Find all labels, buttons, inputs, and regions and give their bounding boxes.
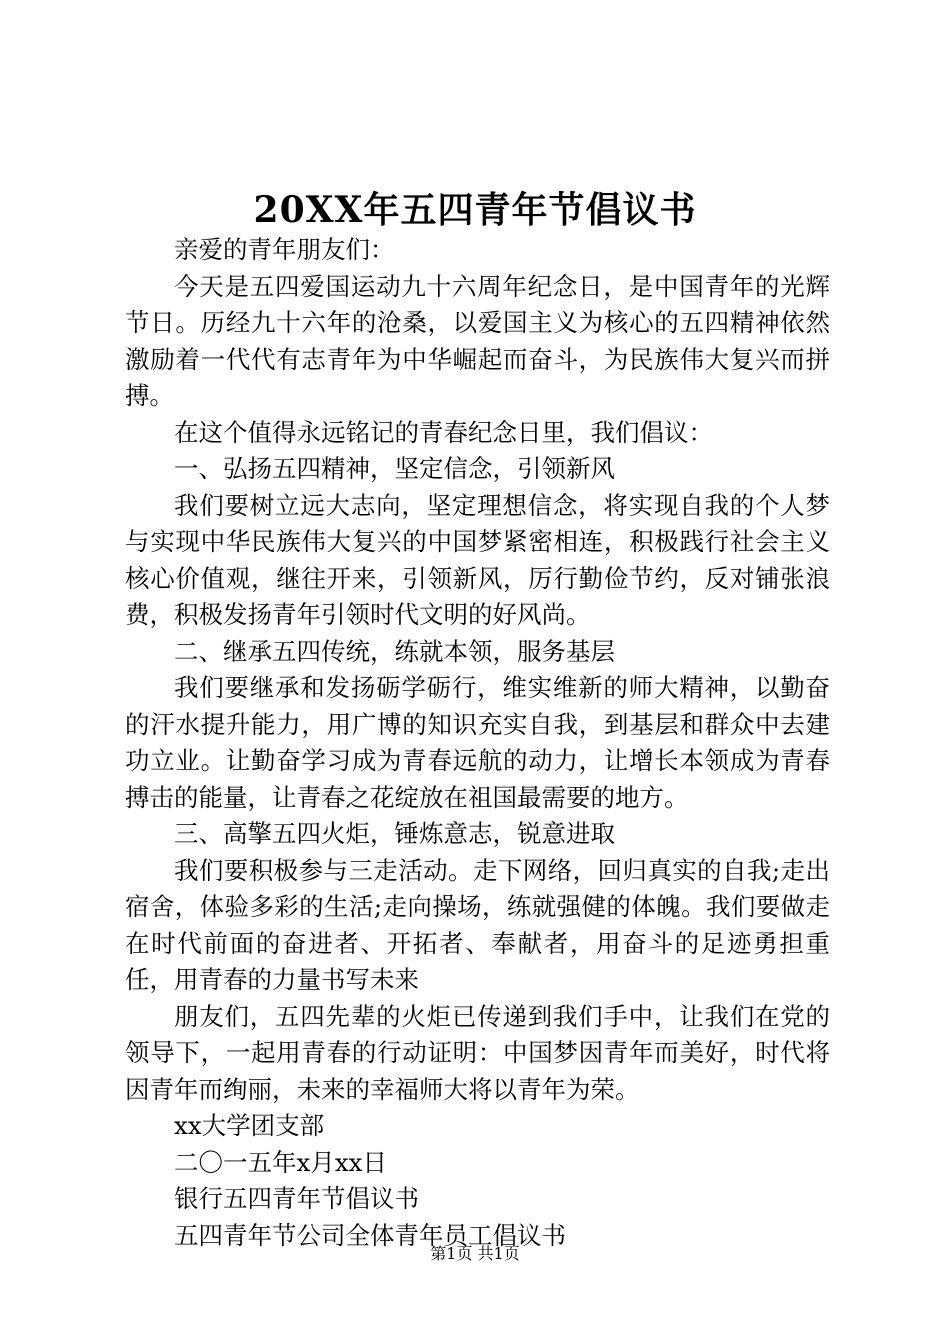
paragraph-proposal-2: 我们要继承和发扬砺学砺行，维实维新的师大精神，以勤奋的汗水提升能力，用广博的知识充实自我，到基层和群众中去建功立业。让勤奋学习成为青春远航的动力，让增长本领成为青春搏击的能量，让青春之花绽放在祖国最需要的地方。 xyxy=(125,673,830,812)
signature-organization: xx大学团支部 xyxy=(174,1111,325,1140)
document-body xyxy=(125,232,830,1254)
paragraph-proposal-lead: 在这个值得永远铭记的青春纪念日里，我们倡议： xyxy=(174,417,713,447)
paragraph-proposal-1: 我们要树立远大志向，坚定理想信念，将实现自我的个人梦与实现中华民族伟大复兴的中国梦紧密相连，积极践行社会主义核心价值观，继往开来，引领新风，厉行勤俭节约，反对铺张浪费，积极发扬青年引领时代文明的好风尚。 xyxy=(125,490,830,629)
paragraph-intro: 今天是五四爱国运动九十六周年纪念日，是中国青年的光辉节日。历经九十六年的沧桑，以爱国主义为核心的五四精神依然激励着一代代有志青年为中华崛起而奋斗，为民族伟大复兴而拼搏。 xyxy=(125,271,830,410)
page-footer: 第1页 共1页 xyxy=(430,1244,520,1263)
heading-proposal-1: 一、弘扬五四精神，坚定信念，引领新风 xyxy=(174,454,615,483)
heading-proposal-3: 三、高擎五四火炬，锤炼意志，锐意进取 xyxy=(174,819,615,848)
paragraph-closing: 朋友们，五四先辈的火炬已传递到我们手中，让我们在党的领导下，一起用青春的行动证明：中国梦因青年而美好，时代将因青年而绚丽，未来的幸福师大将以青年为荣。 xyxy=(125,1001,830,1104)
paragraph-greeting: 亲爱的青年朋友们： xyxy=(174,235,395,264)
paragraph-proposal-3: 我们要积极参与三走活动。走下网络，回归真实的自我;走出宿舍，体验多彩的生活;走向操场，练就强健的体魄。我们要做走在时代前面的奋进者、开拓者、奉献者，用奋斗的足迹勇担重任，用青春的力量书写未来 xyxy=(125,855,830,994)
related-title-1: 银行五四青年节倡议书 xyxy=(174,1184,419,1213)
document-title: 20XX年五四青年节倡议书 xyxy=(253,189,697,231)
signature-date: 二〇一五年x月xx日 xyxy=(174,1147,387,1177)
heading-proposal-2: 二、继承五四传统，练就本领，服务基层 xyxy=(174,636,615,666)
related-title-2: 五四青年节公司全体青年员工倡议书 xyxy=(174,1220,566,1250)
